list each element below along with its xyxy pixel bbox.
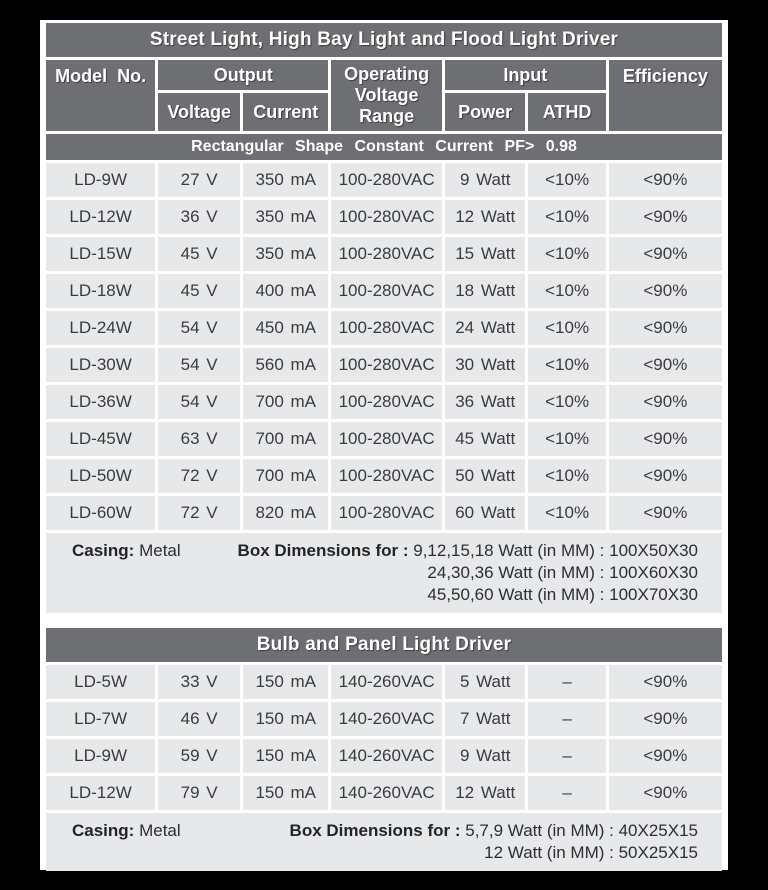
col-header-model: Model No. [46,60,155,131]
cell-efficiency: <90% [609,459,722,493]
cell-voltage: 72 V [158,459,240,493]
cell-voltage: 79 V [158,776,240,810]
col-header-voltage: Voltage [158,93,240,131]
table-row [46,237,722,271]
table-row [46,776,722,810]
col-header-output-group: Output [158,60,328,90]
cell-athd: <10% [528,348,605,382]
cell-power: 12 Watt [445,776,526,810]
casing-value: Metal [139,821,181,840]
cell-power: 9 Watt [445,739,526,773]
cell-athd: <10% [528,274,605,308]
cell-efficiency: <90% [609,385,722,419]
cell-model: LD-18W [46,274,155,308]
casing-key: Casing: [72,821,135,840]
box-dimensions-line: 12 Watt (in MM) : 50X25X15 [484,843,698,862]
table-row [46,274,722,308]
street-light-table [43,20,725,533]
box-dimensions-line: 45,50,60 Watt (in MM) : 100X70X30 [427,585,698,604]
cell-athd: – [528,702,605,736]
cell-voltage: 46 V [158,702,240,736]
cell-operating-voltage-range: 140-260VAC [331,665,442,699]
cell-model: LD-9W [46,739,155,773]
box-dimensions-line [238,540,698,562]
cell-voltage: 54 V [158,348,240,382]
cell-efficiency: <90% [609,237,722,271]
cell-voltage: 27 V [158,163,240,197]
cell-current: 820 mA [243,496,328,530]
cell-efficiency: <90% [609,776,722,810]
cell-current: 150 mA [243,702,328,736]
box-dimensions-key: Box Dimensions for : [289,821,461,840]
table-row [46,311,722,345]
cell-operating-voltage-range: 100-280VAC [331,311,442,345]
col-header-operating-voltage-range: Operating Voltage Range [331,60,442,131]
table-row [46,163,722,197]
table-row [46,496,722,530]
cell-efficiency: <90% [609,739,722,773]
cell-efficiency: <90% [609,274,722,308]
cell-power: 24 Watt [445,311,526,345]
cell-efficiency: <90% [609,496,722,530]
cell-operating-voltage-range: 140-260VAC [331,702,442,736]
cell-power: 18 Watt [445,274,526,308]
col-header-input-group: Input [445,60,606,90]
cell-model: LD-36W [46,385,155,419]
cell-operating-voltage-range: 100-280VAC [331,200,442,234]
casing-label [72,540,181,606]
table-row [46,459,722,493]
cell-current: 350 mA [243,163,328,197]
casing-value: Metal [139,541,181,560]
box-dimensions [238,540,698,606]
cell-power: 15 Watt [445,237,526,271]
cell-power: 50 Watt [445,459,526,493]
cell-efficiency: <90% [609,702,722,736]
cell-operating-voltage-range: 100-280VAC [331,163,442,197]
cell-operating-voltage-range: 100-280VAC [331,237,442,271]
cell-athd: <10% [528,163,605,197]
cell-current: 150 mA [243,776,328,810]
cell-operating-voltage-range: 140-260VAC [331,776,442,810]
cell-operating-voltage-range: 140-260VAC [331,739,442,773]
table1-body [46,163,722,530]
cell-operating-voltage-range: 100-280VAC [331,422,442,456]
cell-efficiency: <90% [609,665,722,699]
col-header-power: Power [445,93,526,131]
cell-athd: <10% [528,496,605,530]
cell-efficiency: <90% [609,422,722,456]
cell-current: 700 mA [243,385,328,419]
cell-efficiency: <90% [609,200,722,234]
table-row [46,348,722,382]
bulb-panel-table [43,625,725,813]
cell-model: LD-7W [46,702,155,736]
table-row [46,200,722,234]
cell-model: LD-12W [46,776,155,810]
cell-power: 12 Watt [445,200,526,234]
table2-title: Bulb and Panel Light Driver [46,628,722,662]
cell-current: 350 mA [243,200,328,234]
cell-model: LD-9W [46,163,155,197]
table-row [46,385,722,419]
box-dimensions-value: 9,12,15,18 Watt (in MM) : 100X50X30 [413,541,698,560]
cell-athd: <10% [528,200,605,234]
cell-voltage: 54 V [158,385,240,419]
cell-athd: <10% [528,385,605,419]
box-dimensions [290,820,698,864]
cell-model: LD-60W [46,496,155,530]
cell-model: LD-24W [46,311,155,345]
cell-power: 5 Watt [445,665,526,699]
cell-efficiency: <90% [609,163,722,197]
box-dimensions-line [290,820,698,842]
table1-title: Street Light, High Bay Light and Flood Light Driver [46,23,722,57]
cell-power: 45 Watt [445,422,526,456]
section-note: Rectangular Shape Constant Current PF> 0.98 [46,134,722,160]
table-row [46,422,722,456]
box-dimensions-line: 24,30,36 Watt (in MM) : 100X60X30 [427,563,698,582]
cell-current: 150 mA [243,739,328,773]
cell-athd: <10% [528,311,605,345]
cell-voltage: 36 V [158,200,240,234]
cell-voltage: 72 V [158,496,240,530]
cell-efficiency: <90% [609,348,722,382]
table-row [46,739,722,773]
cell-athd: – [528,665,605,699]
cell-model: LD-15W [46,237,155,271]
cell-operating-voltage-range: 100-280VAC [331,348,442,382]
table-row [46,702,722,736]
cell-athd: – [528,776,605,810]
casing-label [72,820,181,864]
cell-current: 150 mA [243,665,328,699]
col-header-athd: ATHD [528,93,605,131]
cell-operating-voltage-range: 100-280VAC [331,274,442,308]
cell-current: 700 mA [243,422,328,456]
cell-voltage: 45 V [158,274,240,308]
cell-operating-voltage-range: 100-280VAC [331,459,442,493]
casing-key: Casing: [72,541,135,560]
cell-power: 36 Watt [445,385,526,419]
col-header-efficiency: Efficiency [609,60,722,131]
cell-model: LD-50W [46,459,155,493]
cell-current: 560 mA [243,348,328,382]
cell-power: 60 Watt [445,496,526,530]
cell-voltage: 63 V [158,422,240,456]
cell-athd: <10% [528,237,605,271]
cell-efficiency: <90% [609,311,722,345]
cell-model: LD-5W [46,665,155,699]
cell-model: LD-30W [46,348,155,382]
table2-body [46,665,722,810]
col-header-current: Current [243,93,328,131]
cell-power: 9 Watt [445,163,526,197]
tables-divider-gap [43,616,725,625]
cell-model: LD-45W [46,422,155,456]
cell-voltage: 33 V [158,665,240,699]
cell-power: 30 Watt [445,348,526,382]
cell-voltage: 45 V [158,237,240,271]
cell-model: LD-12W [46,200,155,234]
table1-casing-note [46,533,722,613]
table2-casing-note [46,813,722,871]
table-row [46,665,722,699]
cell-athd: – [528,739,605,773]
cell-athd: <10% [528,422,605,456]
cell-voltage: 59 V [158,739,240,773]
cell-current: 450 mA [243,311,328,345]
cell-athd: <10% [528,459,605,493]
cell-current: 400 mA [243,274,328,308]
cell-operating-voltage-range: 100-280VAC [331,385,442,419]
cell-operating-voltage-range: 100-280VAC [331,496,442,530]
spec-sheet-panel [40,20,728,870]
cell-voltage: 54 V [158,311,240,345]
cell-current: 350 mA [243,237,328,271]
cell-power: 7 Watt [445,702,526,736]
box-dimensions-value: 5,7,9 Watt (in MM) : 40X25X15 [465,821,698,840]
cell-current: 700 mA [243,459,328,493]
box-dimensions-key: Box Dimensions for : [237,541,409,560]
